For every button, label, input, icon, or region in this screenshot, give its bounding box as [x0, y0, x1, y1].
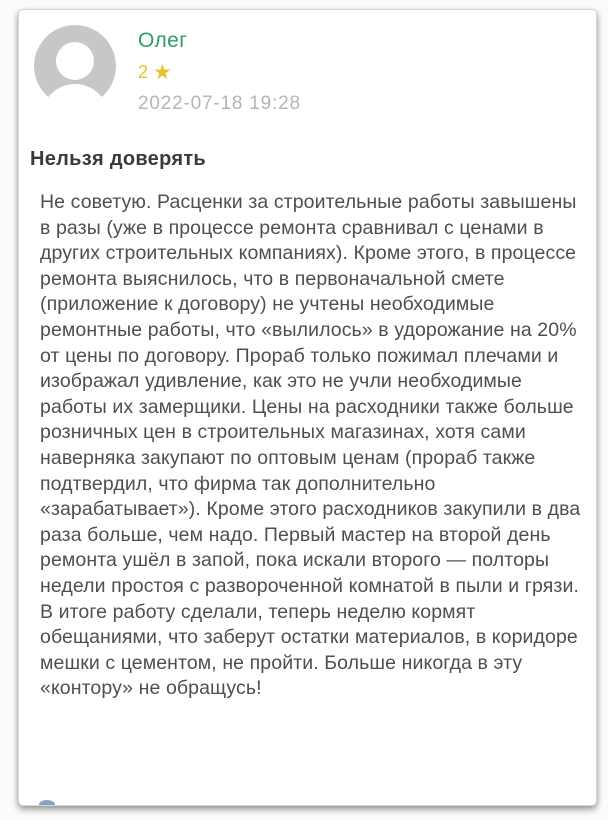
review-meta — [138, 25, 301, 115]
rating-value: 2 — [138, 62, 149, 82]
author-name: Олег — [138, 29, 188, 52]
user-avatar-icon — [34, 25, 116, 107]
review-header — [19, 10, 596, 115]
review-body-text: Не советую. Расценки за строительные работы завышены в разы (уже в процессе ремонта сравнивал с ценами в других строительных компаниях). Кроме этого, в процессе ремонта выяснилось, что в первоначальной смете (приложение к договору) не учтены необходимые ремонтные работы, что «вылилось» в удорожание на 20% от цены по договору. Прораб только пожимал плечами и изображал удивление, как это не учли необходимые работы их замерщики. Цены на расходники также больше розничных цен в строительных магазинах, хотя сами наверняка закупают по оптовым ценам (прораб также подтвердил, что фирма так дополнительно «зарабатывает»). Кроме этого расходников закупили в два раза больше, чем надо. Первый мастер на второй день ремонта ушёл в запой, пока искали второго — полторы недели простоя с развороченной комнатой в пыли и грязи. В итоге работу сделали, теперь неделю кормят обещаниями, что заберут остатки материалов, в коридоре мешки с цементом, не пройти. Больше никогда в эту «контору» не обращусь! — [40, 191, 581, 700]
rating — [138, 62, 301, 83]
star-icon: ★ — [153, 60, 172, 84]
review-title: Нельзя доверять — [30, 148, 207, 170]
review-card — [18, 9, 597, 806]
clipped-blue-icon — [39, 800, 55, 806]
review-date: 2022-07-18 19:28 — [138, 93, 301, 114]
